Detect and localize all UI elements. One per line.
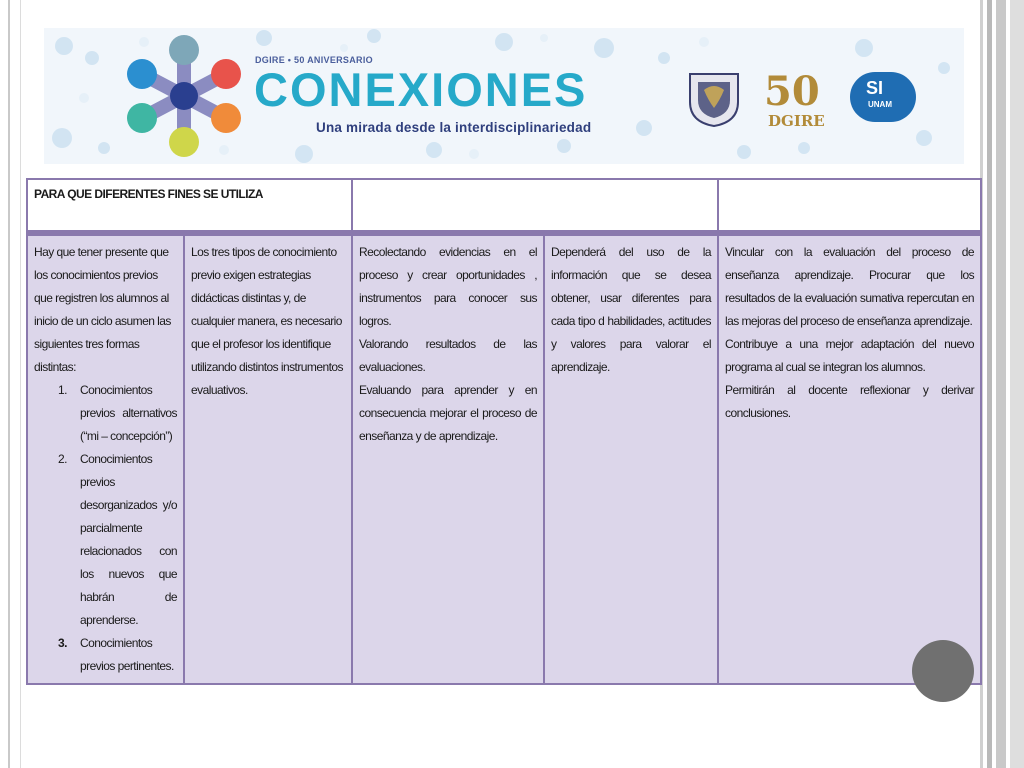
linking-line-1: Vincular con la evaluación del proceso de enseñanza aprendizaje. Procurar que los resultados de la evaluación sumativa repercutan en las mejoras del proceso de enseñanza aprendizaje. — [725, 245, 975, 328]
evidence-line-2: Valorando resultados de las evaluaciones. — [359, 337, 538, 374]
slide-right-border — [980, 0, 1024, 768]
header-cell-empty-1 — [352, 179, 718, 233]
list-item — [34, 632, 177, 678]
header-cell-empty-2 — [718, 179, 981, 233]
prior-knowledge-list — [34, 379, 177, 678]
header-banner — [44, 28, 964, 164]
strategies-text: Los tres tipos de conocimiento previo exigen estrategias didácticas distintas y, de cualquier manera, es necesario que el profesor los identifique utilizando distintos instrumentos evaluativos. — [191, 245, 343, 397]
prior-knowledge-intro: Hay que tener presente que los conocimientos previos que registren los alumnos al inicio de un ciclo asumen las siguientes tres formas distintas: — [34, 245, 171, 374]
banner-tagline: DGIRE • 50 ANIVERSARIO — [255, 55, 373, 65]
linking-line-2: Contribuye a una mejor adaptación del nuevo programa al cual se integran los alumnos. — [725, 337, 975, 374]
table-row — [27, 233, 981, 684]
cell-evidence — [352, 233, 544, 684]
badge-text: SI — [866, 78, 884, 98]
slide-nav-circle-icon[interactable] — [912, 640, 974, 702]
unam-crest-icon — [684, 68, 744, 128]
banner-subtitle: Una mirada desde la interdisciplinariedad — [316, 120, 592, 135]
evidence-line-1: Recolectando evidencias en el proceso y crear oportunidades , instrumentos para conocer sus logros. — [359, 245, 538, 328]
list-item-text: Conocimientos previos pertinentes. — [80, 636, 174, 673]
badge-subtext: UNAM — [868, 100, 892, 109]
linking-line-3: Permitirán al docente reflexionar y derivar conclusiones. — [725, 383, 975, 420]
content-table — [26, 178, 982, 685]
header-cell-purpose: PARA QUE DIFERENTES FINES SE UTILIZA — [27, 179, 352, 233]
list-item-number: 1. — [58, 383, 67, 397]
information-use-text: Dependerá del uso de la información que se desea obtener, usar diferentes para cada tipo d habilidades, actitudes y valores para valorar el aprendizaje. — [551, 245, 712, 374]
cell-prior-knowledge — [27, 233, 184, 684]
cell-information-use — [544, 233, 718, 684]
si-unam-badge — [850, 72, 916, 122]
list-item-number: 3. — [58, 636, 67, 650]
dgire-50-logo — [762, 68, 842, 130]
anniversary-label: DGIRE — [768, 112, 825, 130]
list-item-number: 2. — [58, 452, 67, 466]
list-item-text: Conocimientos previos alternativos (“mi – concepción”) — [80, 383, 177, 443]
list-item-text: Conocimientos previos desorganizados y/o parcialmente relacionados con los nuevos que habrán de aprenderse. — [80, 452, 177, 627]
cell-linking — [718, 233, 981, 684]
anniversary-number: 50 — [764, 68, 820, 115]
table-header-row — [27, 179, 981, 233]
conexiones-logo-icon — [122, 34, 246, 158]
slide-left-border — [8, 0, 21, 768]
cell-strategies — [184, 233, 352, 684]
evidence-line-3: Evaluando para aprender y en consecuencia mejorar el proceso de enseñanza y de aprendizaje. — [359, 383, 538, 443]
list-item — [34, 448, 177, 632]
list-item — [34, 379, 177, 448]
banner-title: CONEXIONES — [254, 63, 588, 116]
